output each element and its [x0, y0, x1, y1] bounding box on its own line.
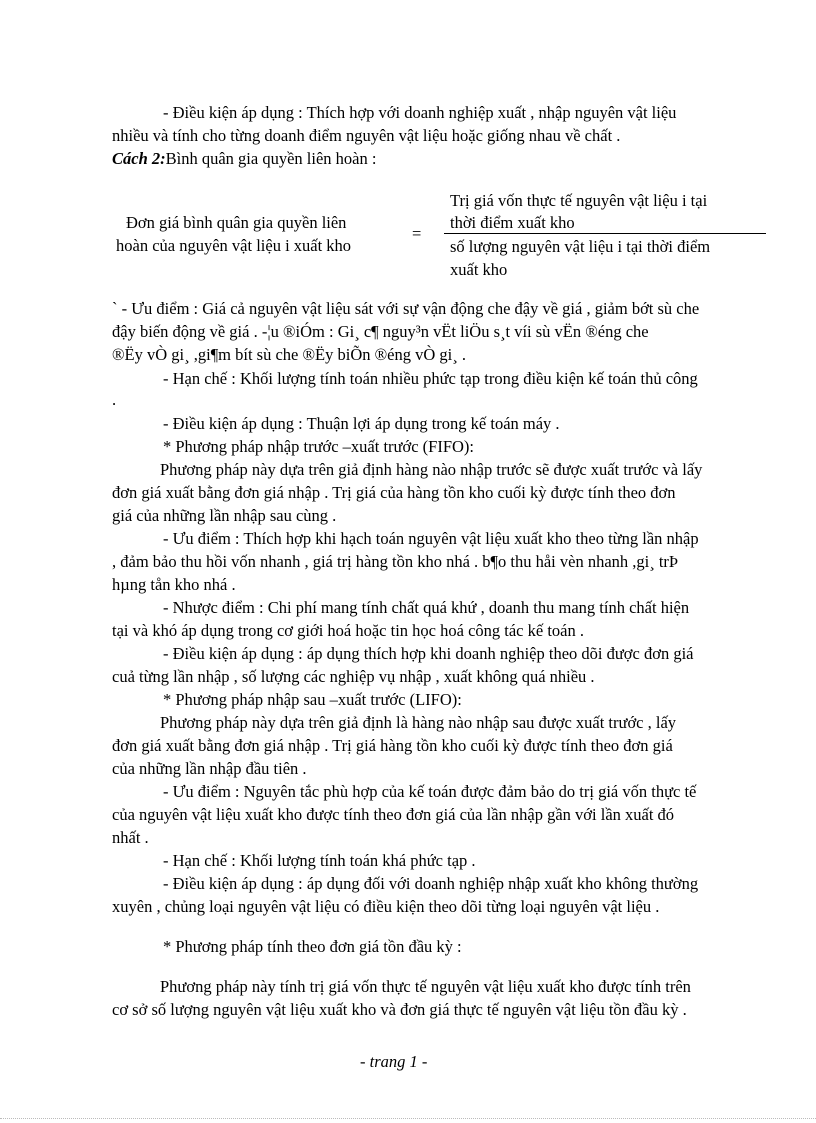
text-line: của nguyên vật liệu xuất kho được tính theo đơn giá của lần nhập gần với lần xuất đó: [112, 805, 675, 824]
text-line: * Phương pháp nhập sau –xuất trước (LIFO):: [163, 690, 462, 709]
text-line: * Phương pháp tính theo đơn giá tồn đầu kỳ :: [163, 937, 462, 956]
text-line: * Phương pháp nhập trước –xuất trước (FIFO):: [163, 437, 475, 456]
text-line: [112, 149, 376, 169]
text-line: đậy biến động về giá . -¦u ®iÓm : Gi¸ c¶ nguy³n vËt liÖu s¸t víi sù vËn ®éng che: [112, 322, 649, 341]
text-line: - Hạn chế : Khối lượng tính toán khá phức tạp .: [163, 851, 476, 870]
text-line: đơn giá xuất bằng đơn giá nhập . Trị giá hàng tồn kho cuối kỳ được tính theo đơn giá: [112, 736, 673, 755]
page-divider: [0, 1118, 816, 1119]
text-line: xuyên , chủng loại nguyên vật liệu có điều kiện theo dõi từng loại nguyên vật liệu .: [112, 897, 660, 916]
text-line: Phương pháp này dựa trên giả định là hàng nào nhập sau được xuất trước , lấy: [160, 713, 677, 732]
text-line: tại và khó áp dụng trong cơ giới hoá hoặc tin học hoá công tác kế toán .: [112, 621, 584, 640]
formula-left: Đơn giá bình quân gia quyền liên: [126, 213, 347, 232]
formula-denominator: xuất kho: [450, 260, 508, 279]
formula-numerator: Trị giá vốn thực tế nguyên vật liệu i tại: [450, 191, 708, 210]
page-number: - trang 1 -: [360, 1052, 428, 1071]
text-line: cuả từng lần nhập , số lượng các nghiệp vụ nhập , xuất không quá nhiều .: [112, 667, 595, 686]
text-line: Phương pháp này dựa trên giả định hàng nào nhập trước sẽ được xuất trước và lấy: [160, 460, 703, 479]
text-line: - Nhược điểm : Chi phí mang tính chất quá khứ , doanh thu mang tính chất hiện: [163, 598, 690, 617]
text-line: .: [112, 390, 117, 409]
text-line: đơn giá xuất bằng đơn giá nhập . Trị giá của hàng tồn kho cuối kỳ được tính theo đơn: [112, 483, 676, 502]
formula-denominator: số lượng nguyên vật liệu i tại thời điểm: [450, 237, 711, 256]
text-line: của những lần nhập đầu tiên .: [112, 759, 307, 778]
formula-left: hoàn của nguyên vật liệu i xuất kho: [116, 236, 352, 255]
text-line: hµng tån kho nhá .: [112, 575, 236, 594]
text-line: ®Ëy vÒ gi¸ ,gi¶m bít sù che ®Ëy biÕn ®éng vÒ gi¸ .: [112, 345, 466, 364]
text-line: , đảm bảo thu hồi vốn nhanh , giá trị hàng tồn kho nhá . b¶o thu håi vèn nhanh ,gi¸ trÞ: [112, 552, 679, 571]
text-line: - Điều kiện áp dụng : Thuận lợi áp dụng trong kế toán máy .: [163, 414, 560, 433]
text-line: - Hạn chế : Khối lượng tính toán nhiều phức tạp trong điều kiện kế toán thủ công: [163, 369, 698, 388]
formula-equals: =: [412, 224, 422, 243]
text-line: nhiều và tính cho từng doanh điểm nguyên vật liệu hoặc giống nhau về chất .: [112, 126, 621, 145]
text-line: giá của những lần nhập sau cùng .: [112, 506, 337, 525]
fraction-bar: [444, 233, 766, 234]
formula-numerator: thời điểm xuất kho: [450, 213, 575, 232]
text-line: - Điều kiện áp dụng : áp dụng thích hợp khi doanh nghiệp theo dõi được đơn giá: [163, 644, 694, 663]
text-line: - Ưu điểm : Thích hợp khi hạch toán nguyên vật liệu xuất kho theo từng lần nhập: [163, 529, 699, 548]
text-line: nhất .: [112, 828, 149, 847]
text-line: - Ưu điểm : Nguyên tắc phù hợp của kế toán được đảm bảo do trị giá vốn thực tế: [163, 782, 697, 801]
text-line: Phương pháp này tính trị giá vốn thực tế nguyên vật liệu xuất kho được tính trên: [160, 977, 691, 996]
method-label: Cách 2:: [112, 149, 166, 168]
method-title: Bình quân gia quyền liên hoàn :: [165, 149, 377, 168]
text-line: ` - Ưu điểm : Giá cả nguyên vật liệu sát với sự vận động che đậy về giá , giảm bớt sù che: [112, 299, 700, 318]
text-line: - Điều kiện áp dụng : áp dụng đối với doanh nghiệp nhập xuất kho không thường: [163, 874, 699, 893]
text-line: cơ sở số lượng nguyên vật liệu xuất kho và đơn giá thực tế nguyên vật liệu tồn đầu kỳ .: [112, 1000, 687, 1019]
text-line: - Điều kiện áp dụng : Thích hợp với doanh nghiệp xuất , nhập nguyên vật liệu: [163, 103, 677, 122]
